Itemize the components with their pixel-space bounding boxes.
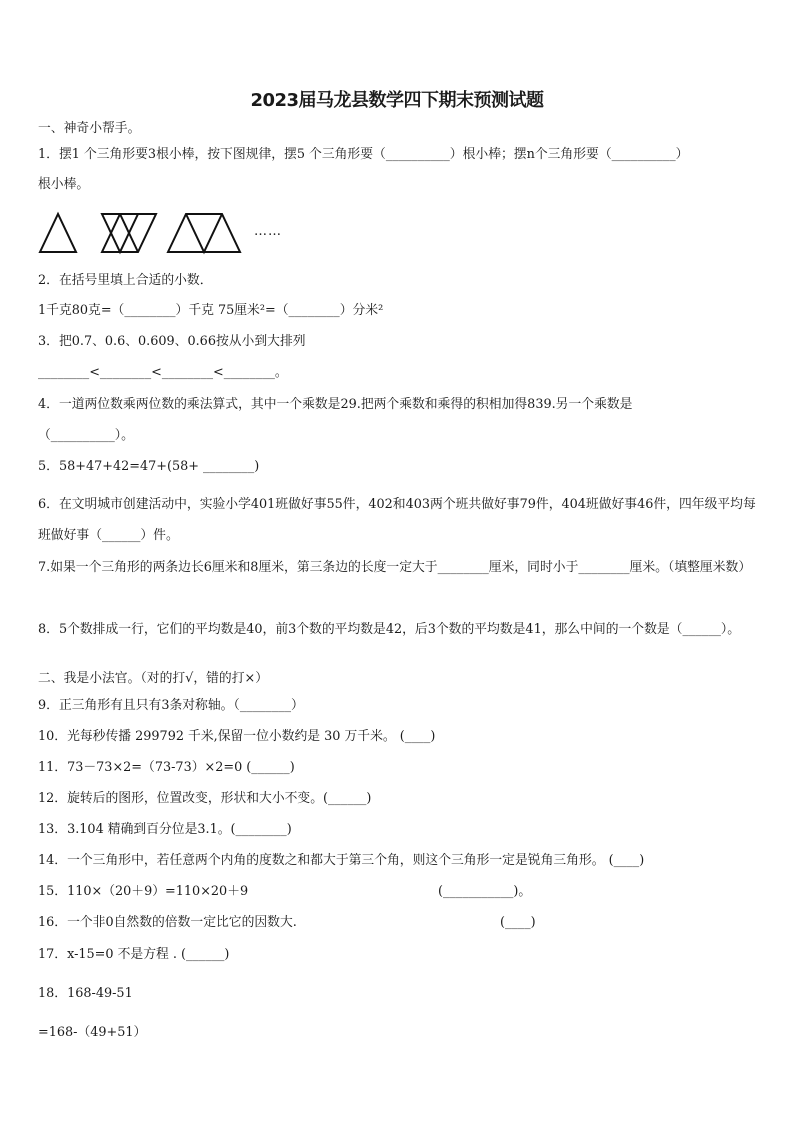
- question-16: [38, 914, 760, 932]
- question-15-text: 15．110×（20＋9）=110×20＋9: [38, 884, 249, 899]
- question-16-text: 16．一个非0自然数的倍数一定比它的因数大.: [38, 915, 297, 930]
- question-18-step: =168-（49+51）: [38, 1025, 147, 1040]
- question-1-line-1: 1．摆1 个三角形要3根小棒，按下图规律，摆5 个三角形要（__________）根小棒；摆n个三角形要（__________）: [38, 147, 689, 162]
- question-11: 11．73－73×2=（73-73）×2=0 (______): [38, 760, 295, 775]
- question-2: 2．在括号里填上合适的小数．: [38, 273, 213, 288]
- question-5: 5．58+47+42=47+(58+ ________): [38, 459, 260, 474]
- question-1-line-2: 根小棒。: [38, 177, 90, 192]
- section-heading-1: 一、神奇小帮手。: [38, 121, 141, 136]
- question-8: 8．5个数排成一行，它们的平均数是40，前3个数的平均数是42，后3个数的平均数是41，那么中间的一个数是（______）。: [38, 622, 741, 637]
- question-4-line-2: （__________）。: [38, 428, 134, 443]
- triangle-2: [102, 214, 138, 252]
- section-heading-2: 二、我是小法官。（对的打√，错的打×）: [38, 671, 269, 686]
- page-title: 2023届马龙县数学四下期末预测试题: [250, 90, 544, 111]
- question-14: 14．一个三角形中，若任意两个内角的度数之和都大于第三个角，则这个三角形一定是锐角三角形。 (____): [38, 853, 645, 868]
- question-3: 3．把0.7、0.6、0.609、0.66按从小到大排列: [38, 334, 306, 349]
- question-15: [38, 883, 760, 901]
- question-10: 10．光每秒传播 299792 千米,保留一位小数约是 30 万千米。 (____): [38, 729, 436, 744]
- question-12: 12．旋转后的图形，位置改变，形状和大小不变。(______): [38, 791, 372, 806]
- question-6: 6．在文明城市创建活动中，实验小学401班做好事55件，402和403两个班共做好事79件，404班做好事46件，四年级平均每班做好事（______）件。: [38, 497, 756, 543]
- triangle-pair-2: [102, 214, 156, 252]
- question-15-answer: (___________)。: [438, 884, 532, 899]
- question-7: 7.如果一个三角形的两条边长6厘米和8厘米，第三条边的长度一定大于________厘米，同时小于________厘米。（填整厘米数）: [38, 560, 752, 575]
- triangle-group-3: [168, 214, 240, 252]
- question-4-line-1: 4．一道两位数乘两位数的乘法算式，其中一个乘数是29.把两个乘数和乘得的积相加得839.另一个乘数是: [38, 397, 633, 412]
- question-18: 18．168-49-51: [38, 986, 133, 1001]
- triangle-1: [40, 214, 76, 252]
- question-2-blanks: 1千克80克=（________）千克 75厘米²=（________）分米²: [38, 303, 384, 318]
- ellipsis: ……: [254, 224, 282, 239]
- question-17: 17．x-15=0 不是方程 . (______): [38, 947, 230, 962]
- question-13: 13．3.104 精确到百分位是3.1。(________): [38, 822, 292, 837]
- question-3-blanks: ________<________<________<________。: [38, 365, 288, 380]
- question-16-answer: (____): [500, 915, 536, 930]
- question-9: 9．正三角形有且只有3条对称轴。（________）: [38, 698, 304, 713]
